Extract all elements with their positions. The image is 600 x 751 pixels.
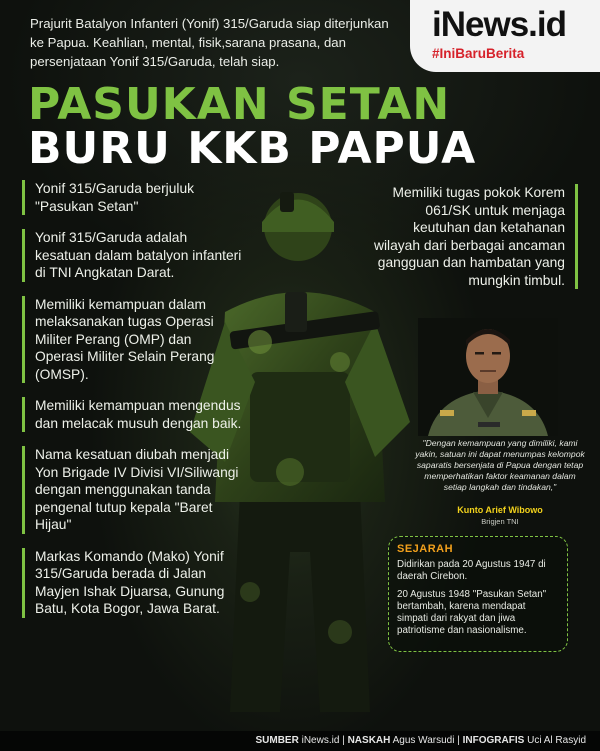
history-title: SEJARAH — [397, 543, 454, 555]
graphic-label: INFOGRAFIS — [462, 735, 525, 746]
officer-quote: "Dengan kemampuan yang dimiliki, kami yakin, satuan ini dapat menumpas kelompok saparatis bersenjata di Papua dengan tetap memperhatikan faktor keamanan dalam setiap langkah dan tindakan," — [415, 438, 585, 492]
duty-text: Memiliki tugas pokok Korem 061/SK untuk menjaga keutuhan dan ketahanan wilayah dari berbagai ancaman gangguan dan hambatan yang mungkin timbul. — [372, 184, 578, 289]
source-label: SUMBER — [255, 735, 299, 746]
separator: | — [457, 735, 463, 746]
intro-text: Prajurit Batalyon Infanteri (Yonif) 315/Garuda siap diterjunkan ke Papua. Keahlian, mental, fisik,sarana prasana, dan persenjataan Yonif 315/Garuda, telah siap. — [30, 16, 389, 69]
fact-item: Yonif 315/Garuda berjuluk "Pasukan Setan" — [22, 180, 242, 215]
source-value: iNews.id — [301, 735, 340, 746]
fact-item: Yonif 315/Garuda adalah kesatuan dalam batalyon infanteri di TNI Angkatan Darat. — [22, 229, 242, 282]
history-item: Didirikan pada 20 Agustus 1947 di daerah Cirebon. — [397, 559, 546, 582]
writer-value: Agus Warsudi — [392, 735, 455, 746]
separator: | — [342, 735, 348, 746]
officer-portrait — [418, 318, 558, 436]
headline-line-1: PASUKAN SETAN — [28, 79, 451, 130]
fact-item: Markas Komando (Mako) Yonif 315/Garuda berada di Jalan Mayjen Ishak Djuarsa, Gunung Batu, Kota Bogor, Jawa Barat. — [22, 548, 242, 618]
logo-text: iNews.id — [432, 5, 566, 44]
brand-logo[interactable] — [410, 0, 600, 72]
logo-hashtag: #IniBaruBerita — [432, 46, 525, 61]
writer-label: NASKAH — [347, 735, 391, 746]
fact-item: Memiliki kemampuan mengendus dan melacak musuh dengan baik. — [22, 397, 242, 432]
history-box — [388, 536, 568, 652]
facts-list — [22, 180, 242, 632]
history-item: 20 Agustus 1948 "Pasukan Setan" bertambah, karena mendapat simpati dari rakyat dan jiwa patriotisme dan nasionalisme. — [397, 589, 547, 636]
fact-item: Memiliki kemampuan dalam melaksanakan tugas Operasi Militer Perang (OMP) dan Operasi Militer Selain Perang (OMSP). — [22, 296, 242, 384]
fact-item: Nama kesatuan diubah menjadi Yon Brigade IV Divisi VI/Siliwangi dengan menggunakan tanda pengenal tutup kepala "Baret Hijau" — [22, 446, 242, 534]
officer-name: Kunto Arief Wibowo — [457, 505, 543, 515]
headline-line-2: BURU KKB PAPUA — [28, 123, 477, 174]
officer-rank: Brigjen TNI — [481, 517, 519, 526]
credits-footer — [0, 731, 600, 751]
graphic-value: Uci Al Rasyid — [527, 735, 586, 746]
